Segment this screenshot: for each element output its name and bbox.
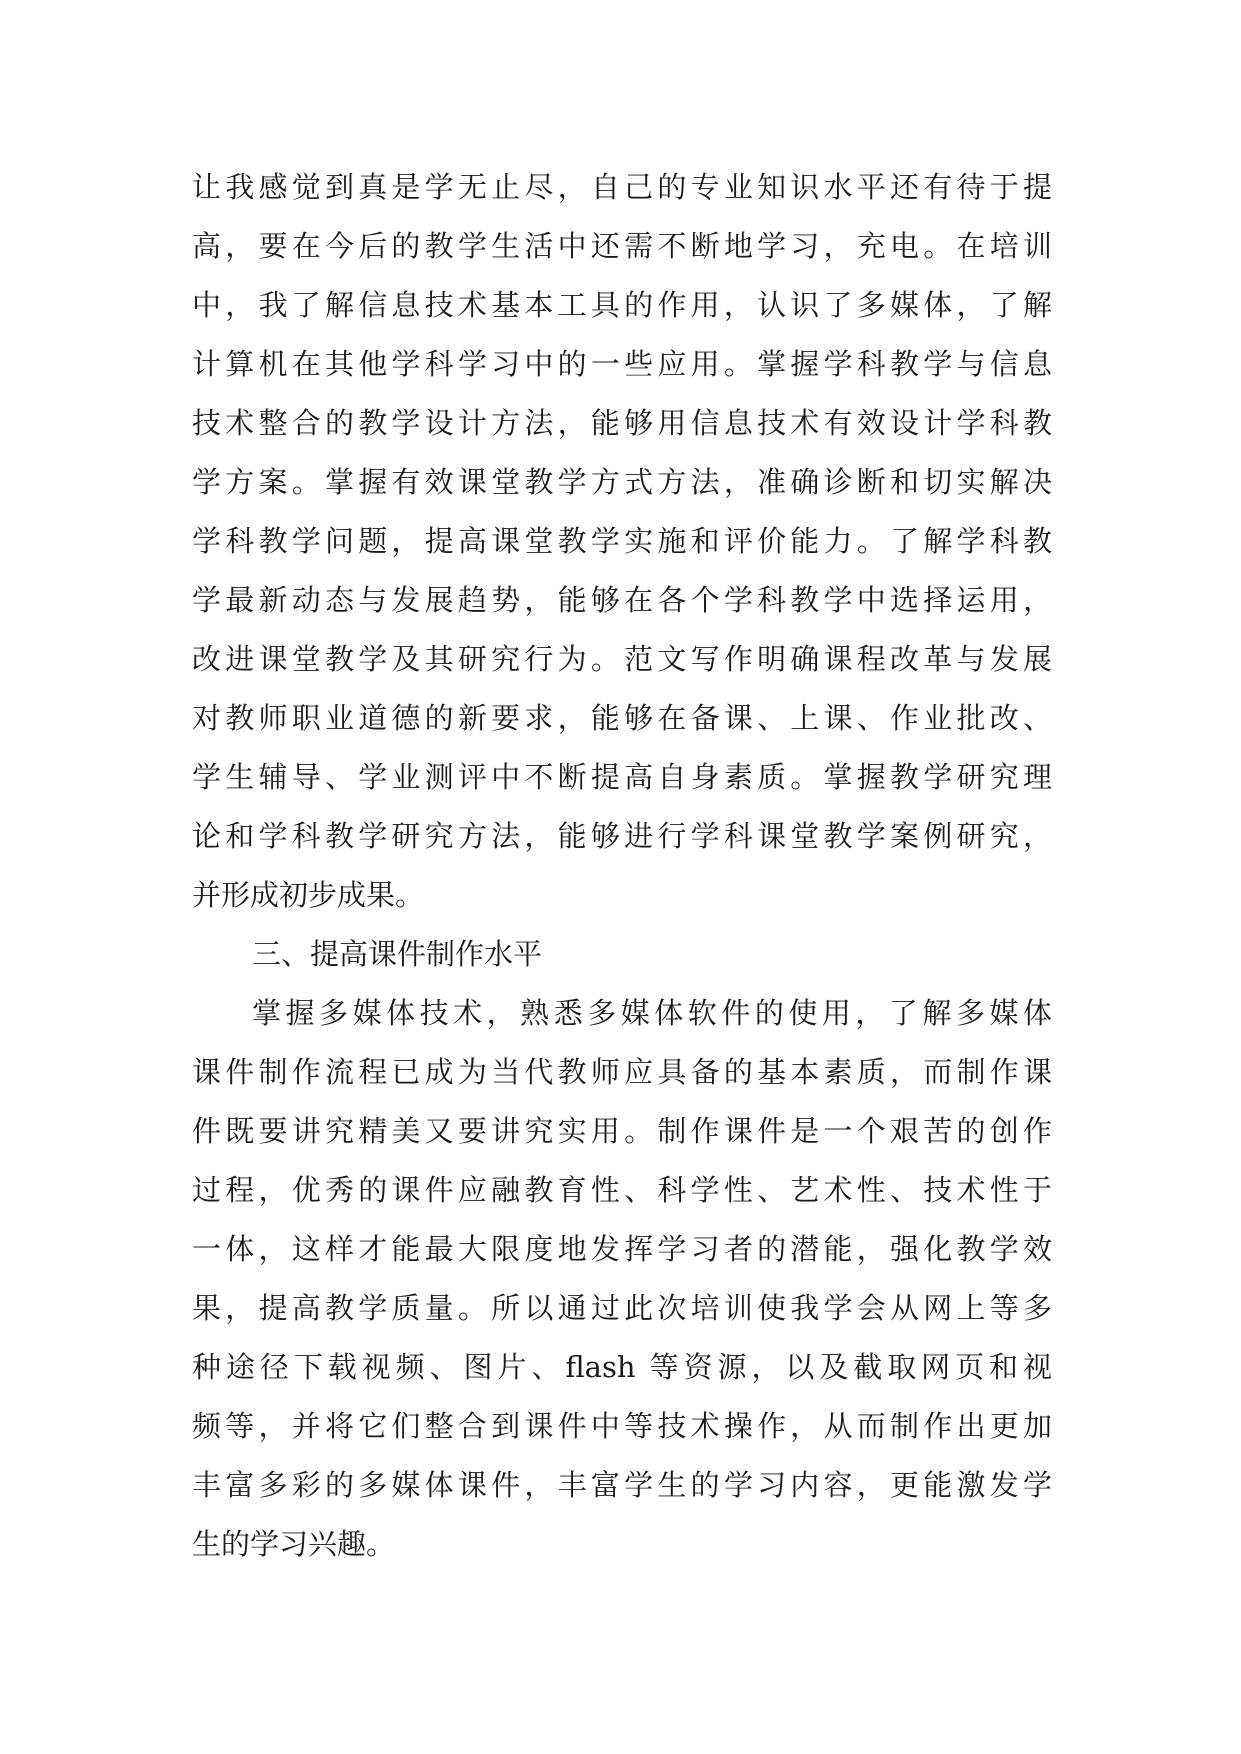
document-body [192,158,1052,1574]
text-line: 对教师职业道德的新要求，能够在备课、上课、作业批改、 [192,701,1052,735]
text-line: 计算机在其他学科学习中的一些应用。掌握学科教学与信息 [192,347,1052,381]
text-line: 技术整合的教学设计方法，能够用信息技术有效设计学科教 [192,406,1052,440]
text-line: 让我感觉到真是学无止尽，自己的专业知识水平还有待于提 [192,170,1052,204]
section-heading: 三、提高课件制作水平 [252,937,543,971]
text-line: 课件制作流程已成为当代教师应具备的基本素质，而制作课 [192,1055,1052,1089]
text-line: 论和学科教学研究方法，能够进行学科课堂教学案例研究， [192,819,1052,853]
text-line: 频等，并将它们整合到课件中等技术操作，从而制作出更加 [192,1409,1052,1443]
text-line: 果，提高教学质量。所以通过此次培训使我学会从网上等多 [192,1291,1052,1325]
text-line: 学最新动态与发展趋势，能够在各个学科教学中选择运用， [192,583,1052,617]
text-line: 种途径下载视频、图片、flash 等资源，以及截取网页和视 [192,1350,1052,1384]
paragraph-end-line: 生的学习兴趣。 [192,1527,396,1561]
text-line: 改进课堂教学及其研究行为。范文写作明确课程改革与发展 [192,642,1052,676]
text-line: 高，要在今后的教学生活中还需不断地学习，充电。在培训 [192,229,1052,263]
text-line: 学生辅导、学业测评中不断提高自身素质。掌握教学研究理 [192,760,1052,794]
text-line: 学科教学问题，提高课堂教学实施和评价能力。了解学科教 [192,524,1052,558]
text-line: 一体，这样才能最大限度地发挥学习者的潜能，强化教学效 [192,1232,1052,1266]
text-line: 学方案。掌握有效课堂教学方式方法，准确诊断和切实解决 [192,465,1052,499]
text-line: 中，我了解信息技术基本工具的作用，认识了多媒体，了解 [192,288,1052,322]
text-line: 掌握多媒体技术，熟悉多媒体软件的使用，了解多媒体 [252,996,1052,1030]
paragraph-end-line: 并形成初步成果。 [192,878,425,912]
text-line: 过程，优秀的课件应融教育性、科学性、艺术性、技术性于 [192,1173,1052,1207]
text-line: 丰富多彩的多媒体课件，丰富学生的学习内容，更能激发学 [192,1468,1052,1502]
text-line: 件既要讲究精美又要讲究实用。制作课件是一个艰苦的创作 [192,1114,1052,1148]
